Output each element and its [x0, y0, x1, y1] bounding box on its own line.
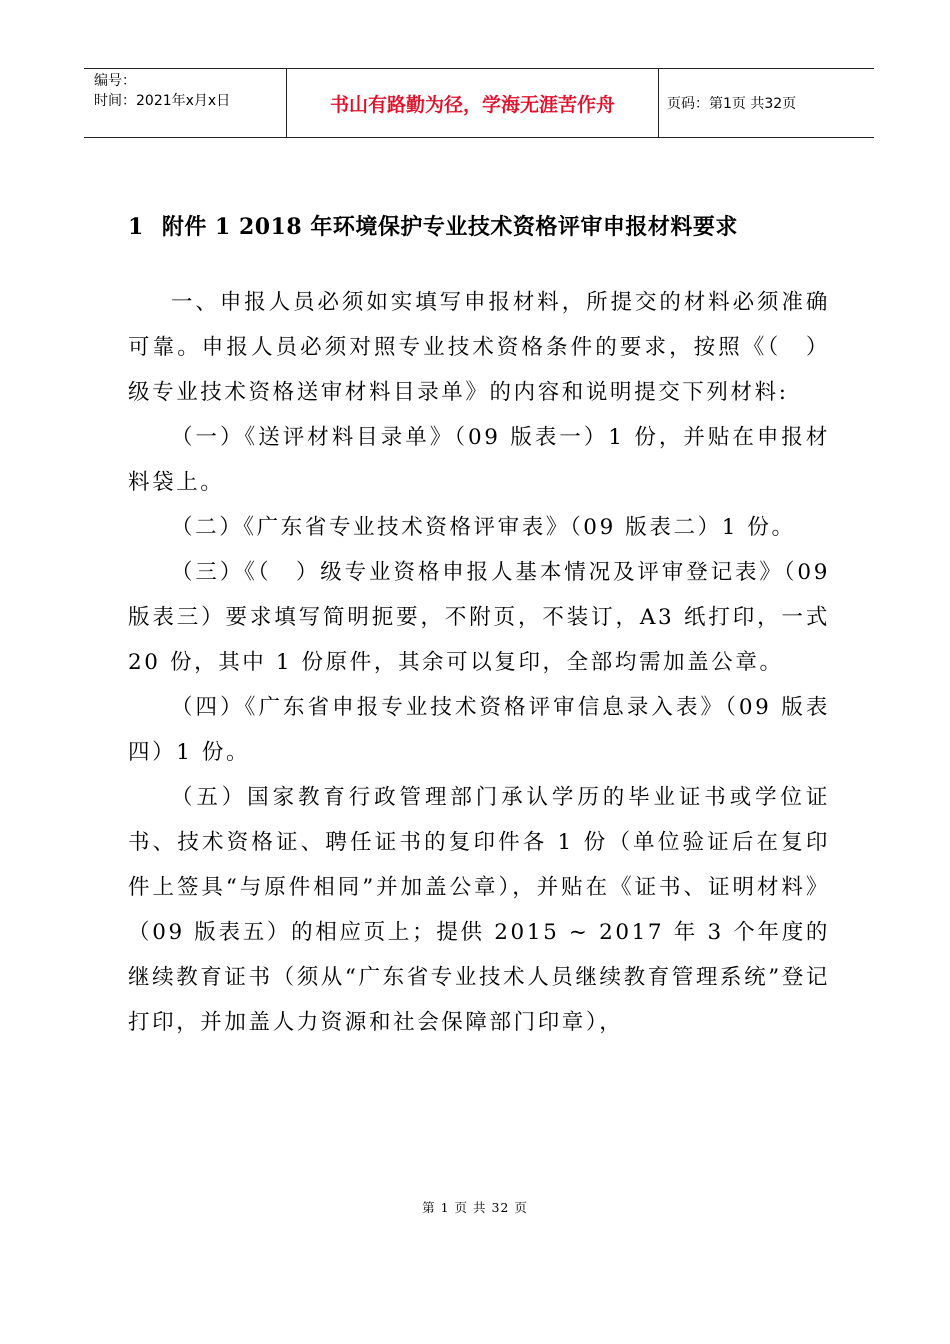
document-title [128, 210, 738, 241]
paragraph: （三）《（ ）级专业资格申报人基本情况及评审登记表》（09 版表三）要求填写简明扼要，不附页，不装订，A3 纸打印，一式 20 份，其中 1 份原件，其余可以复印，全部均需加盖公章。 [128, 560, 830, 675]
document-header [84, 68, 874, 138]
header-page-info: 页码：第1页 共32页 [667, 96, 797, 112]
page-footer: 第 1 页 共 32 页 [422, 1200, 528, 1215]
document-body [128, 280, 830, 1045]
time-label: 时间：2021年x月x日 [94, 93, 231, 109]
header-motto: 书山有路勤为径，学海无涯苦作舟 [287, 69, 659, 137]
title-number: 1 [128, 214, 144, 240]
paragraph: 一、申报人员必须如实填写申报材料，所提交的材料必须准确可靠。申报人员必须对照专业技术资格条件的要求，按照《（ ）级专业技术资格送审材料目录单》的内容和说明提交下列材料: [128, 290, 830, 405]
header-meta [84, 69, 287, 137]
paragraph: （四）《广东省申报专业技术资格评审信息录入表》（09 版表四）1 份。 [128, 695, 830, 765]
title-text: 附件 1 2018 年环境保护专业技术资格评审申报材料要求 [161, 214, 738, 240]
number-label: 编号： [94, 73, 136, 89]
paragraph: （一）《送评材料目录单》（09 版表一）1 份，并贴在申报材料袋上。 [128, 425, 830, 495]
paragraph: （五）国家教育行政管理部门承认学历的毕业证书或学位证书、技术资格证、聘任证书的复印件各 1 份（单位验证后在复印件上签具“与原件相同”并加盖公章），并贴在《证书、证明材料》（09 版表五）的相应页上；提供 2015 ~ 2017 年 3 个年度的继续教育证书（须从“广东省专业技术人员继续教育管理系统”登记打印，并加盖人力资源和社会保障部门印章）， [128, 785, 830, 1035]
paragraph: （二）《广东省专业技术资格评审表》（09 版表二）1 份。 [171, 515, 796, 540]
